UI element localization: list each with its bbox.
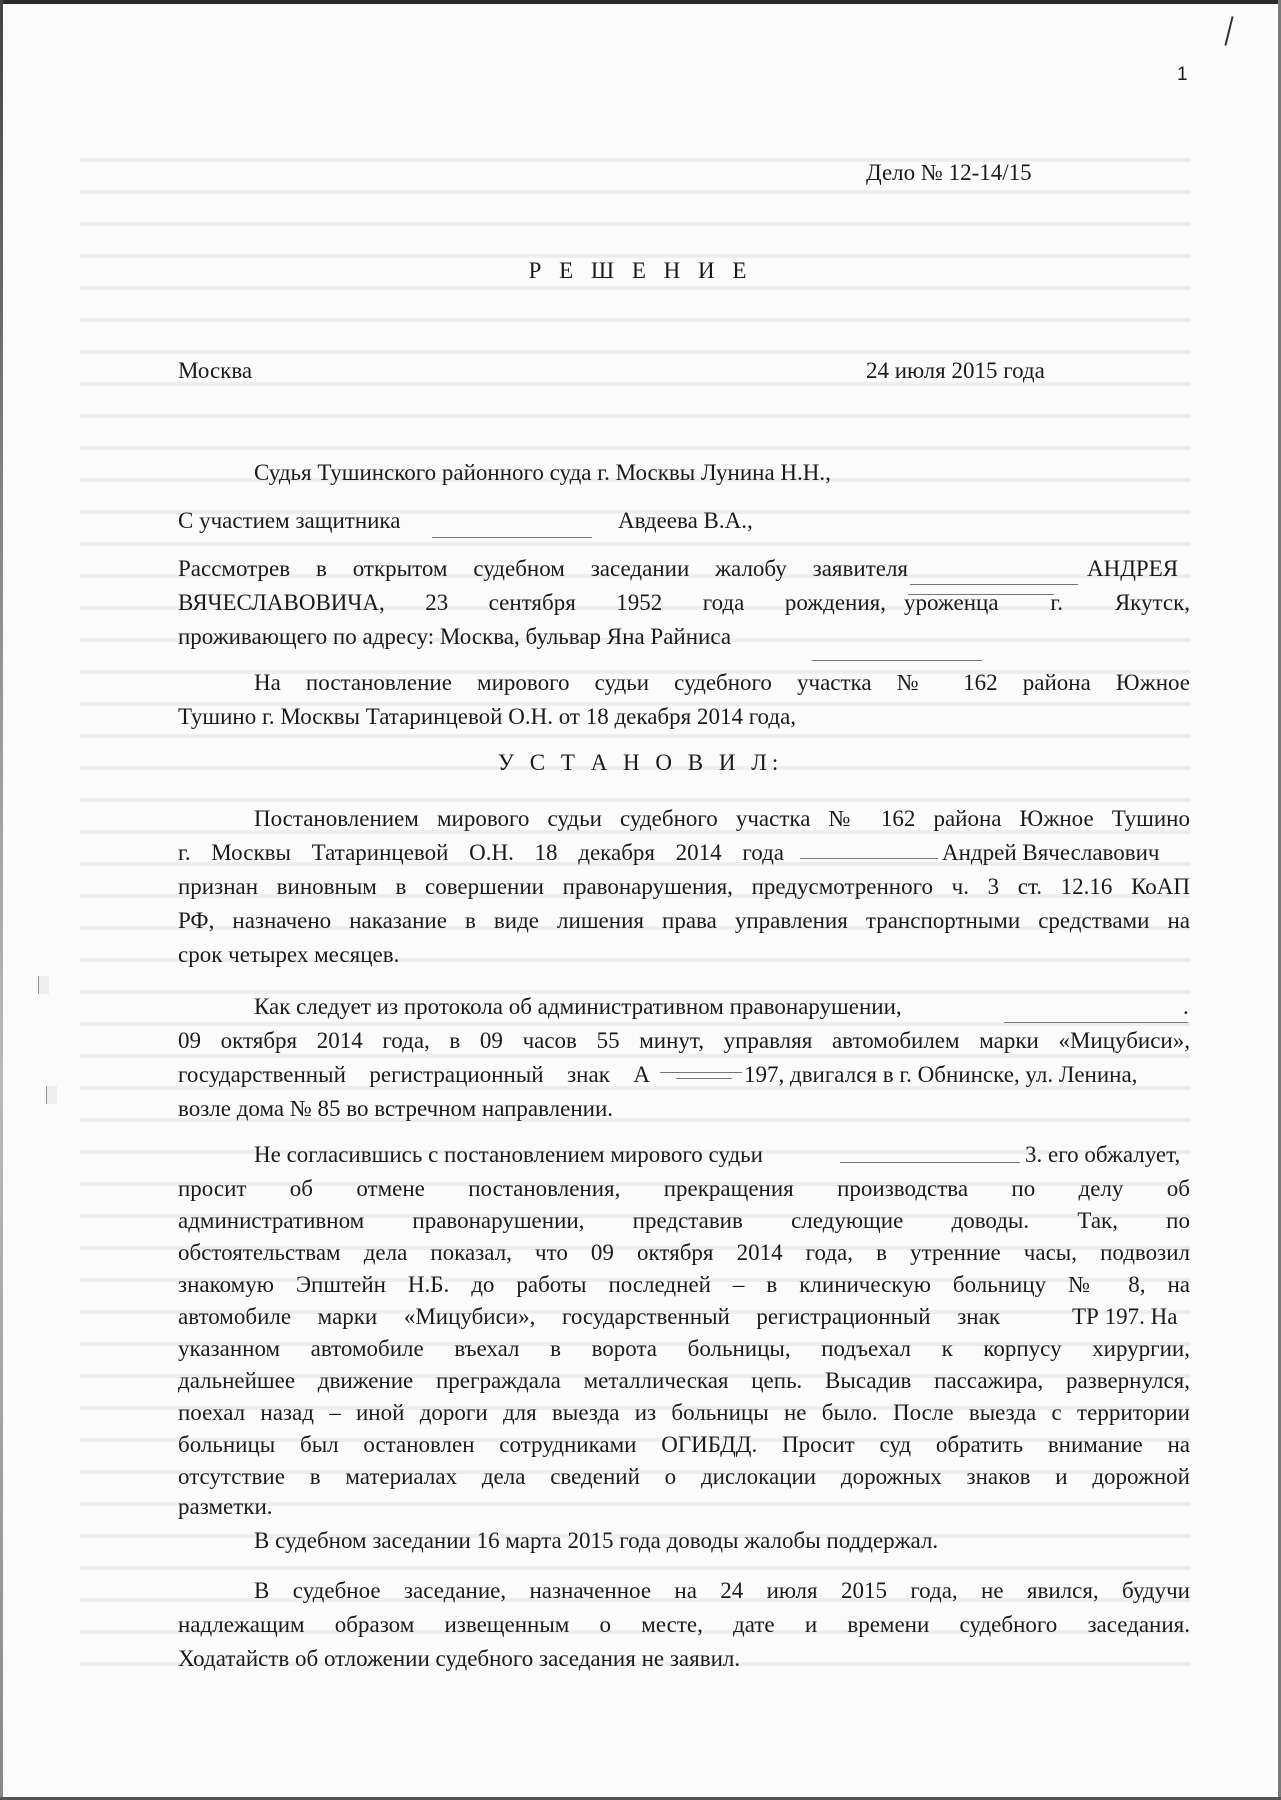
para3-line-10: больницы был остановлен сотрудниками ОГИБДД. Просит суд обратить внимание на: [178, 1432, 1190, 1457]
redaction-line: [432, 537, 592, 538]
para3-line-3: административном правонарушении, представив следующие доводы. Так, по: [178, 1208, 1190, 1233]
considered-line-2a: ВЯЧЕСЛАВОВИЧА, 23 сентября 1952 года рождения,: [178, 590, 886, 615]
para5-line-3: Ходатайств об отложении судебного заседания не заявил.: [178, 1646, 741, 1671]
redaction-line: [676, 1078, 732, 1079]
para1-line-4: РФ, назначено наказание в виде лишения права управления транспортными средствами на: [178, 908, 1190, 933]
redaction-line: [1004, 1022, 1188, 1023]
page-number: 1: [1177, 64, 1188, 85]
para1-line-2a: г. Москвы Татаринцевой О.Н. 18 декабря 2014 года: [178, 840, 784, 865]
para1-line-3: признан виновным в совершении правонарушения, предусмотренного ч. 3 ст. 12.16 КоАП: [178, 874, 1190, 899]
para1-line-2b: Андрей Вячеславович: [942, 840, 1160, 865]
considered-line-1-end: АНДРЕЯ: [1087, 556, 1179, 581]
para3-line-6a: автомобиле марки «Мицубиси», государственный регистрационный знак: [178, 1304, 1000, 1329]
pen-mark: [1224, 16, 1233, 46]
para2-line-1: Как следует из протокола об административном правонарушении,: [254, 994, 902, 1019]
para4: В судебном заседании 16 марта 2015 года доводы жалобы поддержал.: [254, 1528, 939, 1553]
considered-line-3: проживающего по адресу: Москва, бульвар Яна Райниса: [178, 624, 732, 649]
para5-line-1: В судебное заседание, назначенное на 24 июля 2015 года, не явился, будучи: [254, 1578, 1190, 1603]
judge-line: Судья Тушинского районного суда г. Москвы Лунина Н.Н.,: [254, 460, 831, 485]
redaction-line: [800, 858, 938, 859]
redaction-line: [910, 584, 1078, 585]
para3-line-11: отсутствие в материалах дела сведений о дислокации дорожных знаков и дорожной: [178, 1464, 1190, 1489]
case-number: Дело № 12-14/15: [866, 160, 1032, 185]
redaction-line: [660, 1072, 742, 1073]
defender-prefix: С участием защитника: [178, 508, 401, 533]
para2-line-4: возле дома № 85 во встречном направлении.: [178, 1096, 614, 1121]
para2-line-3b: 197, двигался в г. Обнинске, ул. Ленина,: [744, 1062, 1138, 1087]
para3-line-4: обстоятельствам дела показал, что 09 октября 2014 года, в утренние часы, подвозил: [178, 1240, 1190, 1265]
para1-line-1: Постановлением мирового судьи судебного участка № 162 района Южное Тушино: [254, 806, 1190, 831]
considered-line-2b: уроженца г. Якутск,: [904, 590, 1190, 615]
para3-line-7: указанном автомобиле въехал в ворота больницы, подъехал к корпусу хирургии,: [178, 1336, 1190, 1361]
para2-line-3a: государственный регистрационный знак А: [178, 1062, 650, 1087]
resolution-ref-line-2: Тушино г. Москвы Татаринцевой О.Н. от 18 декабря 2014 года,: [178, 704, 797, 729]
resolution-ref-line-1: На постановление мирового судьи судебного участка № 162 района Южное: [254, 670, 1190, 695]
document-title: Р Е Ш Е Н И Е: [528, 258, 753, 283]
defender-name: Авдеева В.А.,: [618, 508, 753, 533]
para3-line-12: разметки.: [178, 1494, 273, 1519]
city: Москва: [178, 358, 253, 383]
established-heading: У С Т А Н О В И Л:: [497, 750, 784, 775]
para3-line-1a: Не согласившись с постановлением мирового судьи: [254, 1142, 763, 1167]
para1-line-5: срок четырех месяцев.: [178, 942, 400, 967]
decision-date: 24 июля 2015 года: [866, 358, 1045, 383]
para3-line-2: просит об отмене постановления, прекращения производства по делу об: [178, 1176, 1190, 1201]
para3-line-8: дальнейшее движение преграждала металлическая цепь. Высадив пассажира, развернулся,: [178, 1368, 1190, 1393]
para3-line-1b: 3. его обжалует,: [1025, 1142, 1181, 1167]
para3-line-5: знакомую Эпштейн Н.Б. до работы последней – в клиническую больницу № 8, на: [178, 1272, 1190, 1297]
para5-line-2: надлежащим образом извещенным о месте, дате и времени судебного заседания.: [178, 1612, 1190, 1637]
para2-line-2: 09 октября 2014 года, в 09 часов 55 минут, управляя автомобилем марки «Мицубиси»,: [178, 1028, 1190, 1053]
considered-line-1: Рассмотрев в открытом судебном заседании жалобу заявителя: [178, 556, 908, 581]
redaction-line: [840, 1162, 1020, 1163]
para2-line-1-end: .: [1183, 994, 1189, 1019]
punch-hole-mark: [46, 1086, 57, 1104]
para3-line-9: поехал назад – иной дороги для выезда из больницы не было. После выезда с территории: [178, 1400, 1190, 1425]
punch-hole-mark: [38, 976, 49, 994]
scan-edge-top: [0, 0, 1281, 4]
redaction-line: [812, 660, 982, 661]
para3-line-6b: ТР 197. На: [1072, 1304, 1178, 1329]
